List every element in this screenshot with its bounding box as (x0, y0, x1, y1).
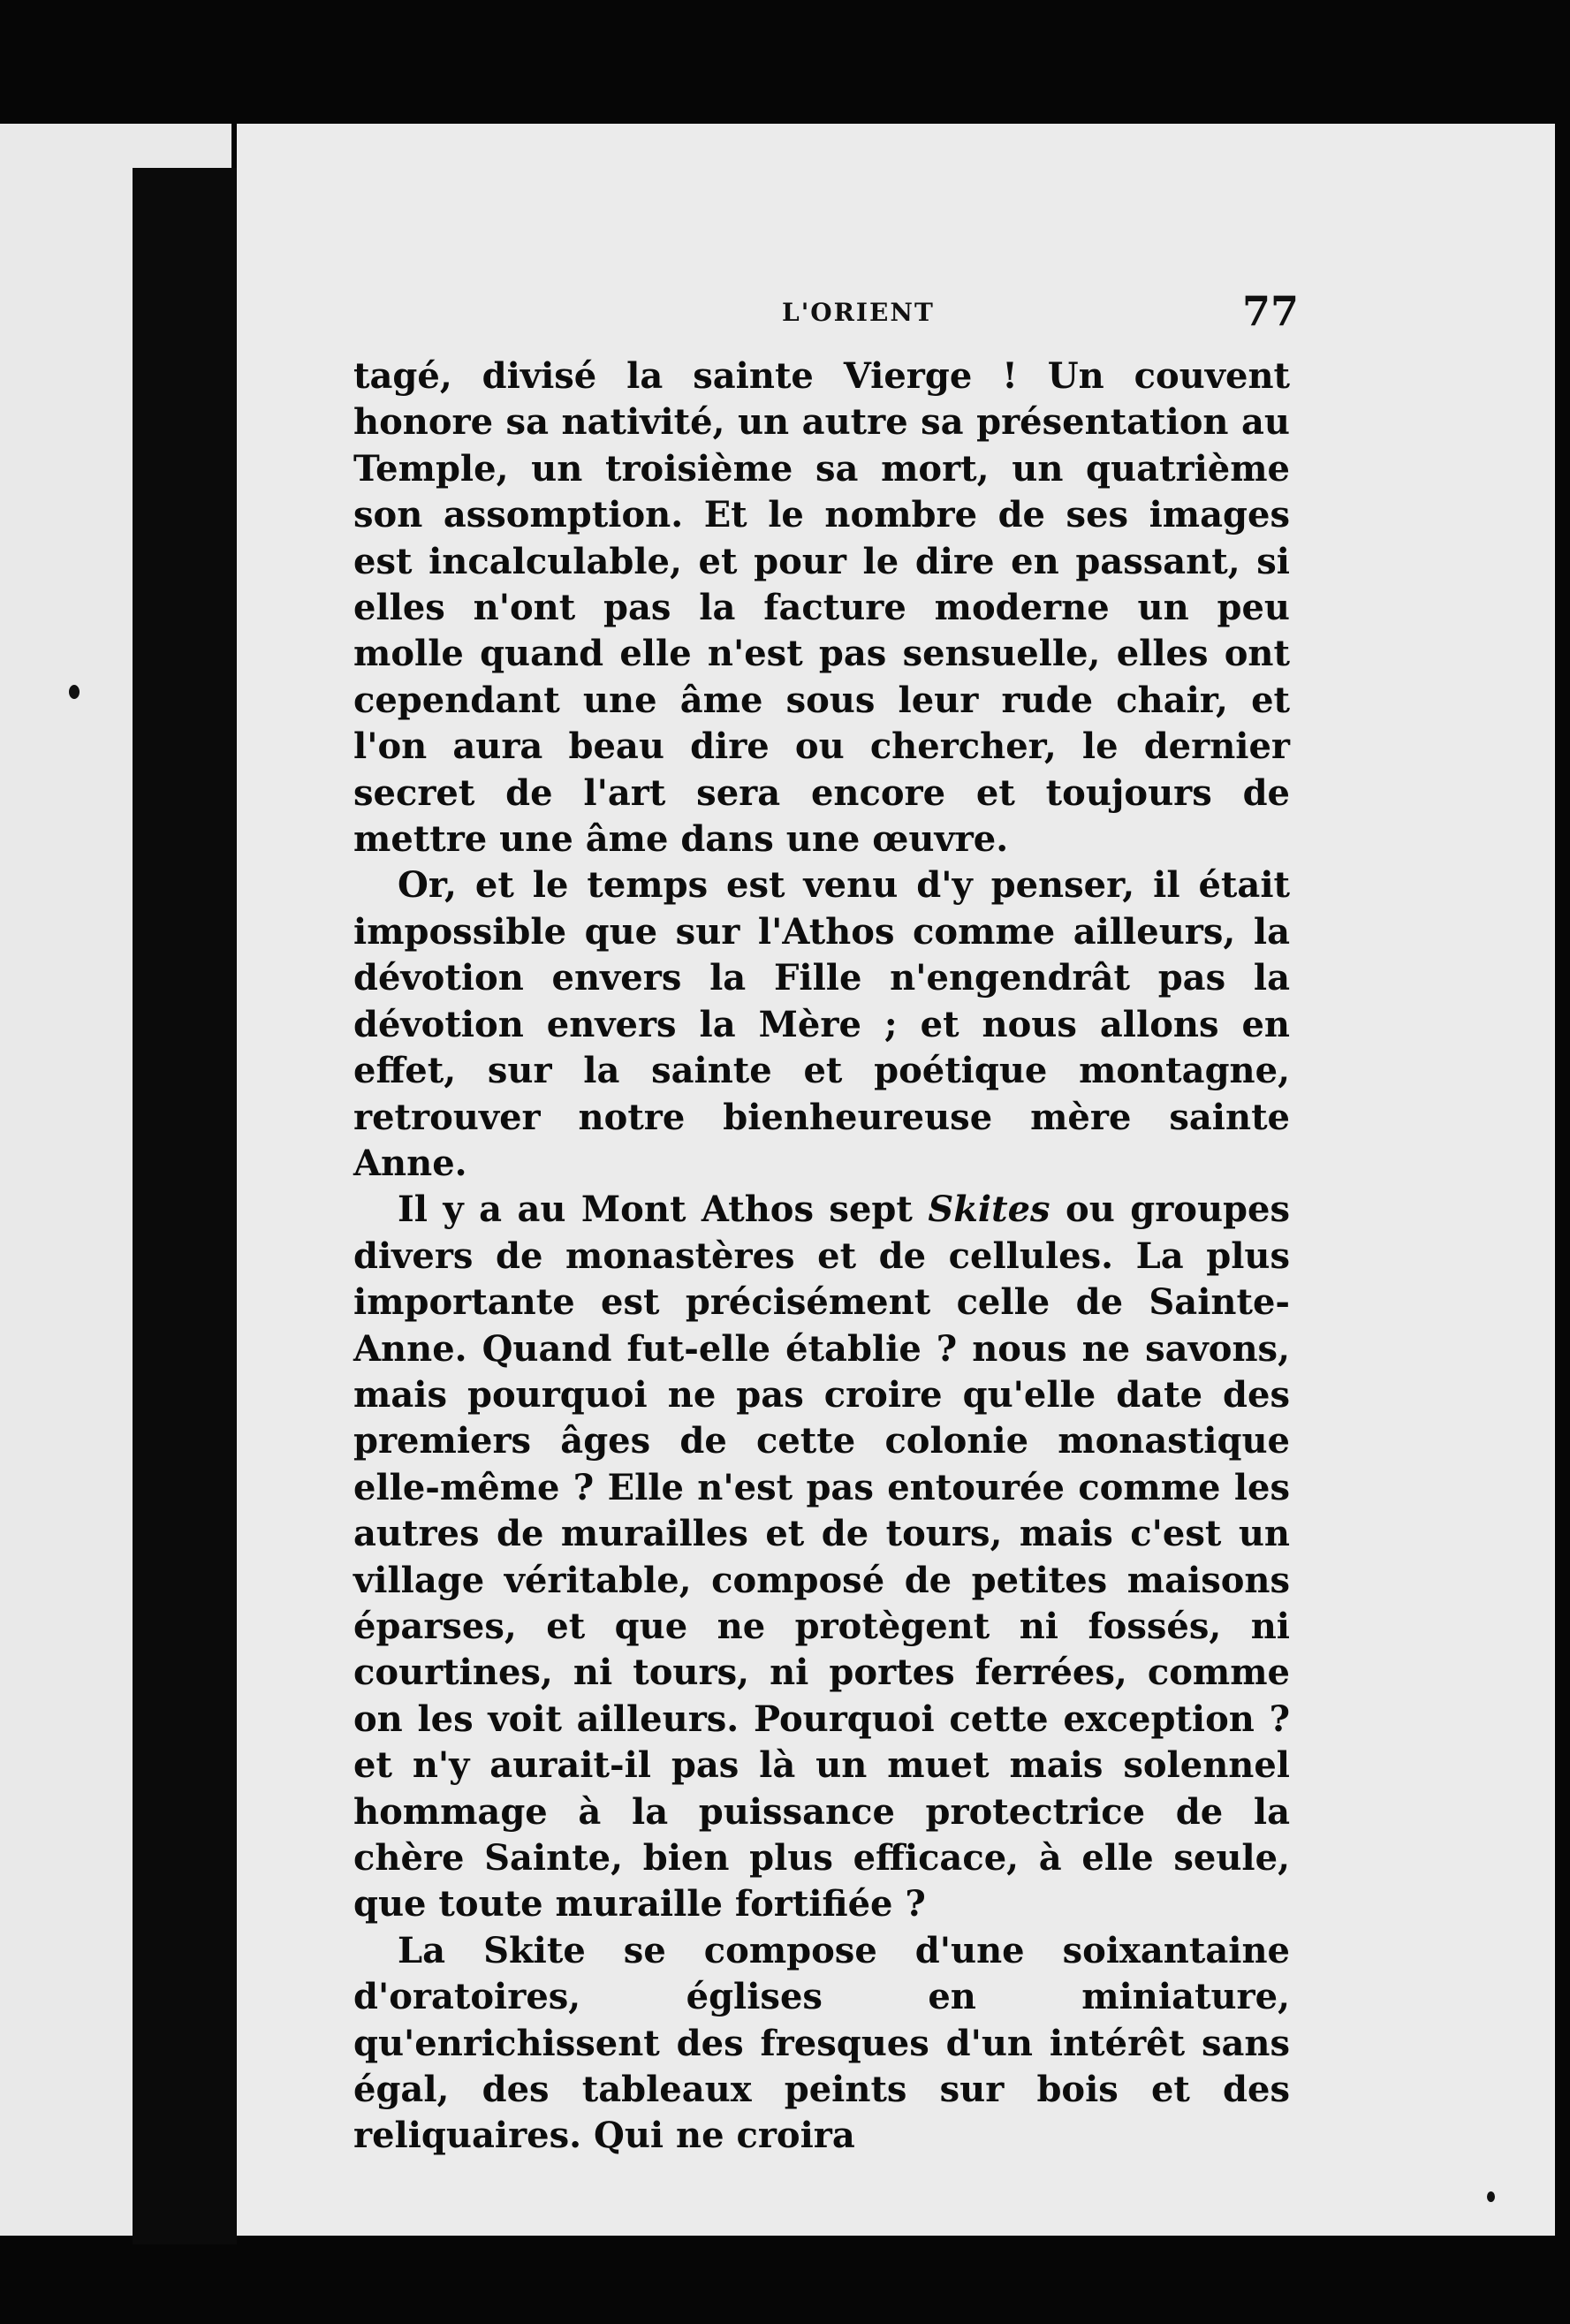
paragraph-text: ou groupes divers de monastères et de cellules. La plus importante est précisément celle de Sainte-Anne. Quand fut-elle établie ? nous ne savons, mais pourquoi ne pas croire qu'elle date des premiers âges de cette colonie monastique elle-même ? Elle n'est pas entourée comme les autres de murailles et de tours, mais c'est un village véritable, composé de petites maisons éparses, et que ne protègent ni fossés, ni courtines, ni tours, ni portes ferrées, comme on les voit ailleurs. Pourquoi cette exception ? et n'y aurait-il pas là un muet mais solennel hommage à la puissance protectrice de la chère Sainte, bien plus efficace, à elle seule, que toute muraille fortifiée ? (353, 1189, 1290, 1925)
paragraph (353, 1187, 1290, 1928)
page-number: 77 (1241, 287, 1299, 335)
scan-speck (69, 685, 80, 699)
paragraph: La Skite se compose d'une soixantaine d'oratoires, églises en miniature, qu'enrichissent des fresques d'un intérêt sans égal, des tableaux peints sur bois et des reliquaires. Qui ne croira (353, 1929, 1290, 2157)
italic-term: Skites (928, 1189, 1050, 1231)
book-spine-shadow (133, 168, 237, 2244)
body-text (353, 353, 1290, 2160)
scan-speck (1487, 2191, 1495, 2202)
paragraph: Or, et le temps est venu d'y penser, il était impossible que sur l'Athos comme ailleurs, la dévotion envers la Fille n'engendrât pas la dévotion envers la Mère ; et nous allons en effet, sur la sainte et poétique montagne, retrouver notre bienheureuse mère sainte Anne. (353, 864, 1290, 1184)
page-header (530, 287, 1308, 349)
paragraph-text: Il y a au Mont Athos sept (398, 1189, 929, 1231)
paragraph: tagé, divisé la sainte Vierge ! Un couvent honore sa nativité, un autre sa présentation au Temple, un troisième sa mort, un quatrième son assomption. Et le nombre de ses images est incalculable, et pour le dire en passant, si elles n'ont pas la facture moderne un peu molle quand elle n'est pas sensuelle, elles ont cependant une âme sous leur rude chair, et l'on aura beau dire ou chercher, le dernier secret de l'art sera encore et toujours de mettre une âme dans une œuvre. (353, 355, 1290, 861)
running-title: L'ORIENT (782, 298, 935, 327)
